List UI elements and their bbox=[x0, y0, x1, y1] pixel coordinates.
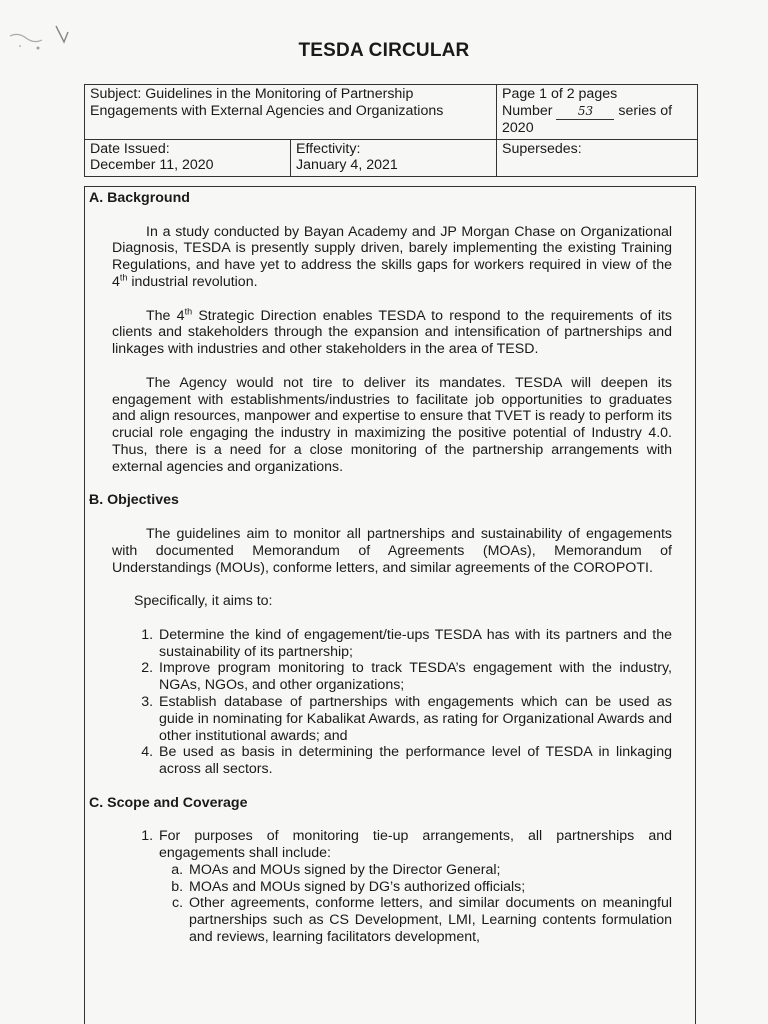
objectives-intro: Specifically, it aims to: bbox=[134, 593, 273, 610]
section-heading-scope: C. Scope and Coverage bbox=[89, 794, 248, 811]
list-item: 4. Be used as basis in determining the performance level of TESDA in linkaging across all sectors. bbox=[157, 744, 672, 778]
series-year: 2020 bbox=[502, 120, 534, 136]
background-paragraph-3: The Agency would not tire to deliver its mandates. TESDA will deepen its engagement with establishments/industries to facilitate job opportunities to graduates and align resources, manpower and expertise to ensure that TVET is ready to perform its crucial role engaging the industry in maximizing the positive potential of Industry 4.0. Thus, there is a need for a close monitoring of the partnership arrangements with external agencies and organizations. bbox=[112, 374, 672, 475]
series-label: series of bbox=[618, 102, 673, 119]
list-item: 2. Improve program monitoring to track TESDA’s engagement with the industry, NGAs, NGOs, and other organizations; bbox=[157, 660, 672, 694]
supersedes-label: Supersedes: bbox=[502, 140, 582, 157]
document-body bbox=[89, 190, 673, 946]
page-number-cell bbox=[497, 85, 698, 140]
date-issued-label: Date Issued: bbox=[90, 140, 170, 157]
header-table bbox=[84, 84, 698, 177]
subject-text: Subject: Guidelines in the Monitoring of Partnership Engagements with External Agencies and Organizations bbox=[90, 86, 444, 119]
background-paragraph-2: The 4th Strategic Direction enables TESDA to respond to the requirements of its clients and stakeholders through the expansion and intensification of partnerships and linkages with industries and other stakeholders in the area of TESD. bbox=[112, 305, 673, 358]
circular-number: 53 bbox=[556, 103, 614, 121]
number-label: Number bbox=[502, 102, 553, 119]
list-item: 1. For purposes of monitoring tie-up arrangements, all partnerships and engagements shall include: a. MOAs and MOUs signed by the Director General; b. MOAs and MOUs signed by DG’s authorized officials; c. Other agreements, conforme letters, and similar documents on meaningful partnerships such as CS Development, LMI, Learning contents formulation and reviews, learning facilitators development, bbox=[157, 828, 672, 946]
list-item: 3. Establish database of partnerships with engagements which can be used as guide in nominating for Kabalikat Awards, as rating for Organizational Awards and other institutional awards; and bbox=[157, 694, 672, 744]
effectivity-cell bbox=[291, 139, 497, 176]
subject-cell bbox=[85, 85, 497, 140]
date-issued-cell bbox=[85, 139, 291, 176]
document-title: TESDA CIRCULAR bbox=[298, 40, 470, 61]
date-issued-value: December 11, 2020 bbox=[90, 157, 214, 173]
page-info: Page 1 of 2 pages bbox=[502, 86, 618, 102]
section-heading-background: A. Background bbox=[89, 190, 190, 206]
supersedes-cell bbox=[497, 139, 698, 176]
scope-list bbox=[112, 828, 672, 946]
list-item: c. Other agreements, conforme letters, and similar documents on meaningful partnerships such as CS Development, LMI, Learning contents formulation and reviews, learning facilitators development, bbox=[187, 895, 672, 945]
background-paragraph-1: In a study conducted by Bayan Academy and JP Morgan Chase on Organizational Diagnosis, TESDA is presently supply driven, barely implementing the existing Training Regulations, and have yet to address the skills gaps for workers required in view of the 4th industrial revolution. bbox=[112, 223, 672, 290]
scope-sublist bbox=[159, 862, 672, 946]
section-heading-objectives: B. Objectives bbox=[89, 492, 179, 509]
list-item: a. MOAs and MOUs signed by the Director General; bbox=[187, 862, 672, 879]
list-item: b. MOAs and MOUs signed by DG’s authorized officials; bbox=[187, 879, 672, 896]
effectivity-value: January 4, 2021 bbox=[296, 157, 398, 173]
objectives-list bbox=[112, 627, 672, 778]
list-item: 1. Determine the kind of engagement/tie-ups TESDA has with its partners and the sustainability of its partnership; bbox=[157, 627, 672, 661]
effectivity-label: Effectivity: bbox=[296, 140, 361, 157]
objectives-paragraph: The guidelines aim to monitor all partnerships and sustainability of engagements with documented Memorandum of Agreements (MOAs), Memorandum of Understandings (MOUs), conforme letters, and similar agreements of the COROPOTI. bbox=[112, 525, 672, 576]
